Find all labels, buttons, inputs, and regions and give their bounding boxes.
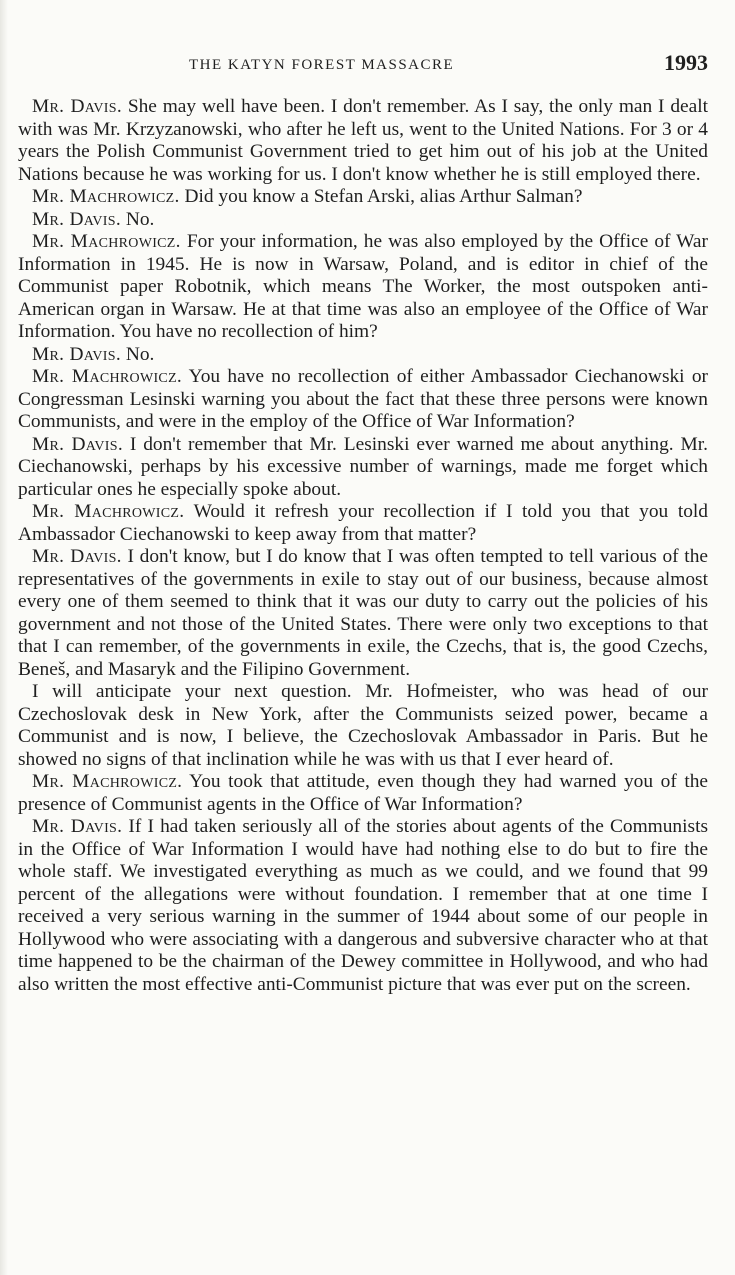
- paragraph-text: You took that attitude, even though they had warned you of the presence of Communist agents in the Office of War Information?: [18, 771, 709, 815]
- paragraph-text: I don't know, but I do know that I was often tempted to tell various of the representatives of the governments in exile to stay out of our business, because almost every one of them seemed to think that it was our duty to carry out the policies of his government and not those of the United States. There were only two exceptions to that that I can remember, of the governments in exile, the Czechs, that is, the good Czechs, Beneš, and Masaryk and the Filipino Government.: [18, 546, 708, 680]
- paragraph-text: She may well have been. I don't remember. As I say, the only man I dealt with was Mr. Krzyzanowski, who after he left us, went to the United Nations. For 3 or 4 years the Polish Communist Government tried to get him out of his job at the United Nations because he was working for us. I don't know whether he is still employed there.: [18, 96, 709, 185]
- speaker-name: Mr. Davis.: [32, 546, 122, 567]
- paragraph-text: Would it refresh your recollection if I told you that you told Ambassador Ciechanowski to keep away from that matter?: [18, 501, 708, 545]
- paragraph-text: Did you know a Stefan Arski, alias Arthur Salman?: [179, 186, 583, 207]
- speaker-name: Mr. Davis.: [32, 208, 121, 230]
- testimony-paragraph: [18, 96, 708, 186]
- speaker-name: Mr. Machrowicz.: [32, 501, 185, 522]
- running-title: THE KATYN FOREST MASSACRE: [189, 57, 455, 73]
- speaker-name: Mr. Machrowicz.: [32, 231, 181, 252]
- paragraph-text: No.: [121, 343, 155, 365]
- testimony-body: [18, 96, 708, 996]
- document-page: [18, 50, 708, 996]
- testimony-paragraph: [18, 771, 708, 816]
- speaker-name: Mr. Davis.: [32, 96, 122, 117]
- page-number: 1993: [664, 50, 708, 75]
- testimony-paragraph: [18, 546, 708, 681]
- testimony-paragraph: [18, 344, 708, 367]
- paragraph-text: I will anticipate your next question. Mr. Hofmeister, who was head of our Czechoslovak desk in New York, after the Communists seized power, became a Communist and is now, I believe, the Czechoslovak Ambassador in Paris. But he showed no signs of that inclination while he was with us that I ever heard of.: [18, 681, 708, 770]
- paragraph-text: No.: [121, 208, 155, 230]
- testimony-paragraph: [18, 186, 708, 209]
- paragraph-text: You have no recollection of either Ambassador Ciechanowski or Congressman Lesinski warning you about the fact that these three persons were known Communists, and were in the employ of the Office of War Information?: [18, 366, 709, 432]
- testimony-paragraph: [18, 501, 708, 546]
- speaker-name: Mr. Machrowicz.: [32, 366, 183, 387]
- speaker-name: Mr. Davis.: [32, 343, 121, 365]
- speaker-name: Mr. Davis.: [32, 433, 124, 455]
- testimony-paragraph: [18, 231, 708, 344]
- speaker-name: Mr. Machrowicz.: [32, 186, 180, 207]
- testimony-paragraph: [18, 209, 708, 232]
- testimony-paragraph: [18, 366, 708, 434]
- speaker-name: Mr. Machrowicz.: [32, 771, 183, 792]
- testimony-paragraph: [18, 816, 708, 996]
- running-header: [18, 50, 708, 80]
- page-gutter-shadow: [0, 0, 8, 1275]
- paragraph-text: If I had taken seriously all of the stories about agents of the Communists in the Office of War Information I would have had nothing else to do but to fire the whole staff. We investigated everything as much as we could, and we found that 99 percent of the allegations were without foundation. I remember that at one time I received a very serious warning in the summer of 1944 about some of our people in Hollywood who were associating with a dangerous and subversive character who at that time happened to be the chairman of the Dewey committee in Hollywood, and who had also written the most effective anti-Communist picture that was ever put on the screen.: [18, 816, 708, 995]
- testimony-paragraph: [18, 681, 708, 771]
- paragraph-text: I don't remember that Mr. Lesinski ever warned me about anything. Mr. Ciechanowski, perhaps by his excessive number of warnings, made me forget which particular ones he especially spoke about.: [18, 433, 708, 500]
- testimony-paragraph: [18, 434, 708, 502]
- speaker-name: Mr. Davis.: [32, 816, 123, 837]
- paragraph-text: For your information, he was also employed by the Office of War Information in 1945. He is now in Warsaw, Poland, and is editor in chief of the Communist paper Robotnik, which means The Worker, the most outspoken anti-American organ in Warsaw. He at that time was also an employee of the Office of War Information. You have no recollection of him?: [18, 231, 708, 342]
